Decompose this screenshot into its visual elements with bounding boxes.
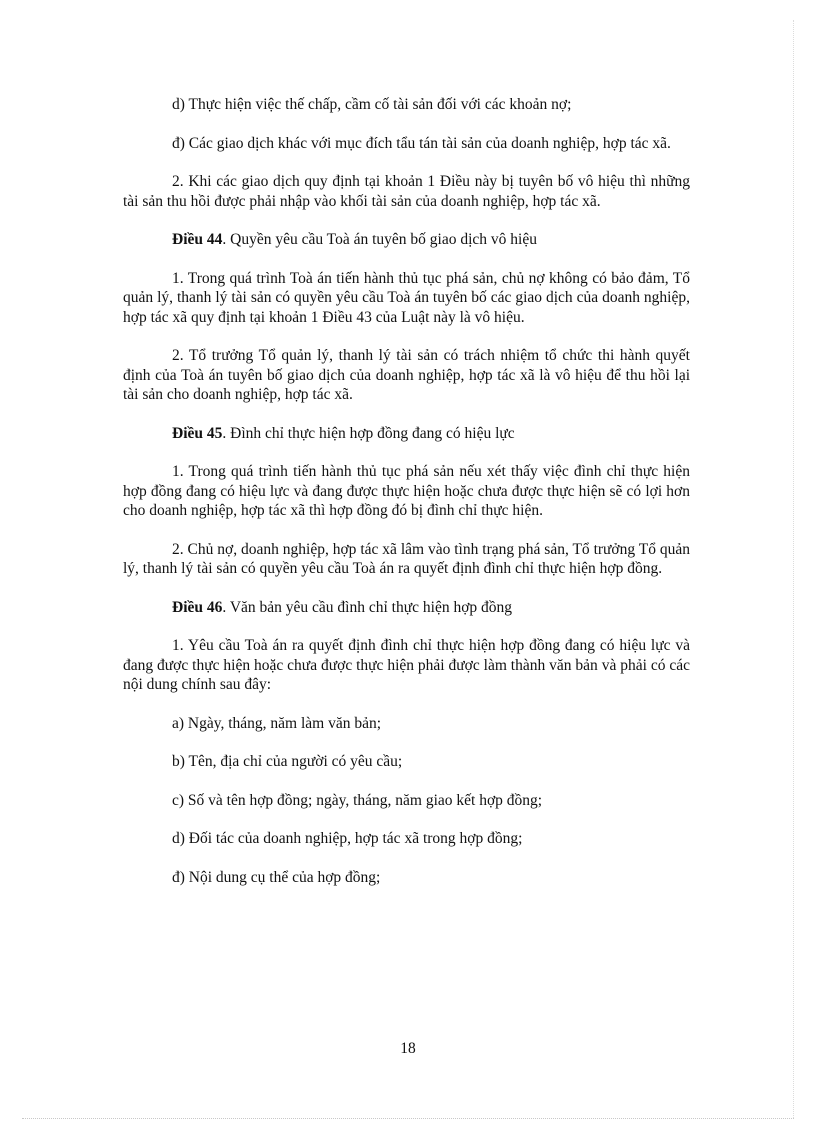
article-45-title: . Đình chỉ thực hiện hợp đồng đang có hiệu lực — [222, 424, 515, 442]
article-46-label: Điều 46 — [172, 598, 223, 616]
paragraph: đ) Các giao dịch khác với mục đích tẩu tán tài sản của doanh nghiệp, hợp tác xã. — [172, 134, 671, 152]
paragraph: 1. Trong quá trình tiến hành thủ tục phá sản nếu xét thấy việc đình chỉ thực hiện hợp đồng đang có hiệu lực và đang được thực hiện hoặc chưa được thực hiện sẽ có lợi hơn cho doanh nghiệp, hợp tác xã thì hợp đồng đó bị đình chỉ thực hiện. — [123, 463, 690, 519]
article-44-title: . Quyền yêu cầu Toà án tuyên bố giao dịch vô hiệu — [222, 231, 537, 248]
page-number: 18 — [400, 1040, 416, 1057]
document-body — [123, 95, 690, 906]
page-edge-right — [793, 20, 794, 1118]
list-item: d) Đối tác của doanh nghiệp, hợp tác xã trong hợp đồng; — [172, 830, 523, 847]
list-item: c) Số và tên hợp đồng; ngày, tháng, năm giao kết hợp đồng; — [172, 791, 543, 809]
list-item: b) Tên, địa chỉ của người có yêu cầu; — [172, 753, 403, 770]
paragraph: 2. Khi các giao dịch quy định tại khoản 1 Điều này bị tuyên bố vô hiệu thì những tài sản thu hồi được phải nhập vào khối tài sản của doanh nghiệp, hợp tác xã. — [123, 173, 690, 210]
page-edge-bottom — [22, 1118, 794, 1119]
article-44-heading — [123, 230, 690, 250]
paragraph: 2. Tổ trưởng Tổ quản lý, thanh lý tài sản có trách nhiệm tổ chức thi hành quyết định của Toà án tuyên bố giao dịch của doanh nghiệp, hợp tác xã là vô hiệu để thu hồi lại tài sản cho doanh nghiệp, hợp tác xã. — [123, 347, 690, 403]
paragraph: 1. Yêu cầu Toà án ra quyết định đình chỉ thực hiện hợp đồng đang có hiệu lực và đang được thực hiện hoặc chưa được thực hiện phải được làm thành văn bản và phải có các nội dung chính sau đây: — [123, 637, 690, 693]
article-46-heading — [123, 598, 690, 618]
list-item: đ) Nội dung cụ thể của hợp đồng; — [172, 868, 381, 886]
article-45-heading — [123, 424, 690, 444]
paragraph: 2. Chủ nợ, doanh nghiệp, hợp tác xã lâm vào tình trạng phá sản, Tổ trưởng Tổ quản lý, thanh lý tài sản có quyền yêu cầu Toà án ra quyết định đình chỉ thực hiện hợp đồng. — [123, 540, 690, 577]
article-45-label: Điều 45 — [172, 424, 223, 442]
paragraph: d) Thực hiện việc thế chấp, cầm cố tài sản đối với các khoản nợ; — [172, 96, 572, 113]
article-46-title: . Văn bản yêu cầu đình chỉ thực hiện hợp đồng — [222, 598, 513, 616]
list-item: a) Ngày, tháng, năm làm văn bản; — [172, 714, 382, 732]
paragraph: 1. Trong quá trình Toà án tiến hành thủ tục phá sản, chủ nợ không có bảo đảm, Tổ quản lý, thanh lý tài sản có quyền yêu cầu Toà án tuyên bố các giao dịch của doanh nghiệp, hợp tác xã quy định tại khoản 1 Điều 43 của Luật này là vô hiệu. — [123, 269, 690, 326]
article-44-label: Điều 44 — [172, 231, 223, 248]
